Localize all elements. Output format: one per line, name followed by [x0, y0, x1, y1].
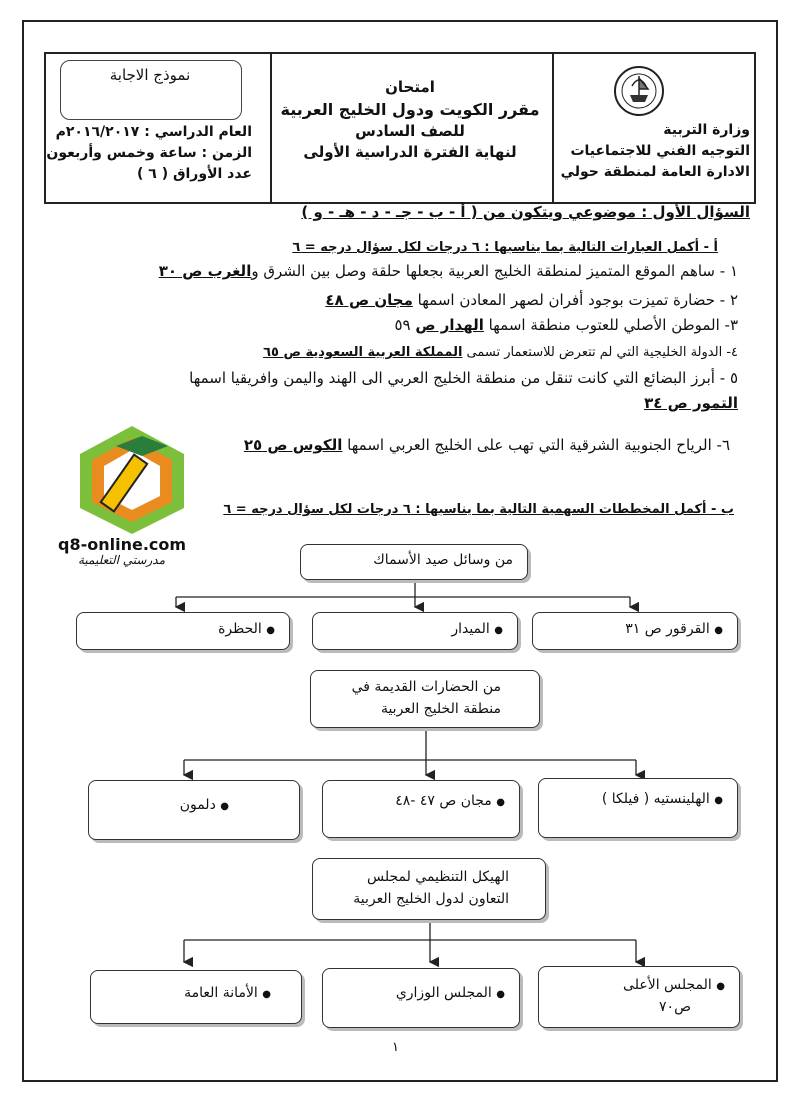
diagram-leaf-box: [322, 780, 520, 838]
diagram-root-box: [300, 544, 528, 580]
item-answer: مجان ص ٤٨: [325, 291, 413, 309]
bullet-icon: ●: [496, 797, 505, 808]
leaf-text: المجلس الوزاري: [395, 985, 492, 1001]
diagram-leaf-box: [312, 612, 518, 650]
school-year: العام الدراسي : ٢٠١٦/٢٠١٧م: [55, 124, 252, 140]
period-label: لنهاية الفترة الدراسية الأولى: [303, 143, 517, 161]
diagram-leaf-box: [76, 612, 290, 650]
site-url: q8-online.com: [58, 535, 187, 554]
course-title: مقرر الكويت ودول الخليج العربية: [280, 100, 540, 119]
leaf-text: الأمانة العامة: [184, 985, 258, 1001]
item-answer: الغرب ص ٣٠: [158, 262, 252, 280]
diagram-leaf-box: [532, 612, 738, 650]
bullet-icon: ●: [266, 625, 275, 636]
bullet-icon: ●: [220, 801, 229, 812]
leaf-text: القرقور ص ٣١: [625, 621, 710, 637]
diagram-root-text: من الحضارات القديمة في: [351, 679, 501, 695]
question-item-answer: التمور ص ٣٤: [644, 394, 738, 412]
site-tagline: مدرستي التعليمية: [78, 553, 165, 567]
diagram-leaf-box: [538, 778, 738, 838]
item-text: ١ - ساهم الموقع المتميز لمنطقة الخليج العربية بجعلها حلقة وصل بين الشرق و: [251, 262, 738, 280]
leaf-text: الهلينستيه ( فيلكا ): [601, 791, 710, 807]
bullet-icon: ●: [494, 625, 503, 636]
answer-model-label: نموذج الاجابة: [109, 66, 191, 84]
grade-label: للصف السادس: [355, 122, 465, 140]
bullet-icon: ●: [714, 795, 723, 806]
leaf-page-ref: ص٧٠: [659, 999, 691, 1015]
bullet-icon: ●: [262, 989, 271, 1000]
diagram-root-box: [312, 858, 546, 920]
item-answer: الهدار ص: [415, 316, 484, 334]
leaf-text: مجان ص ٤٧ -٤٨: [395, 793, 492, 809]
item-answer: المملكة العربية السعودية ص ٦٥: [263, 345, 463, 360]
item-text: ٤- الدولة الخليجية التي لم تتعرض للاستعمار تسمى: [466, 345, 738, 360]
diagram-leaf-box: [90, 970, 302, 1024]
item-text: ٢ - حضارة تميزت بوجود أفران لصهر المعادن اسمها: [417, 291, 738, 309]
diagram-leaf-box: [538, 966, 740, 1028]
leaf-text: المجلس الأعلى: [623, 977, 712, 993]
bullet-icon: ●: [716, 981, 725, 992]
ministry-label: وزارة التربية: [663, 122, 750, 138]
district-label: الادارة العامة لمنطقة حولي: [560, 164, 750, 180]
part-b-instructions: ب - أكمل المخططات السهمية التالية بما يناسبها : ٦ درجات لكل سؤال درجه = ٦: [223, 502, 734, 517]
leaf-text: دلمون: [179, 797, 216, 813]
diagram-root-text: الهيكل التنظيمي لمجلس: [366, 869, 509, 885]
diagram-leaf-box: [322, 968, 520, 1028]
diagram-root-text: من وسائل صيد الأسماك: [373, 552, 513, 568]
item-page: ٥٩: [394, 316, 411, 334]
question-one-title: السؤال الأول : موضوعي ويتكون من ( أ - ب - جـ - د - هـ - و ): [301, 203, 750, 221]
diagram-root-box: [310, 670, 540, 728]
page-number: ١: [392, 1040, 399, 1055]
diagram-root-text: منطقة الخليج العربية: [380, 701, 501, 717]
item-text: ٣- الموطن الأصلي للعتوب منطقة اسمها: [488, 316, 738, 334]
diagram-leaf-box: [88, 780, 300, 840]
leaf-text: الميدار: [451, 621, 490, 637]
part-a-instructions: أ - أكمل العبارات التالية بما يناسبها : ٦ درجات لكل سؤال درجه = ٦: [292, 240, 718, 255]
bullet-icon: ●: [496, 989, 505, 1000]
guidance-label: التوجيه الفني للاجتماعيات: [570, 143, 750, 159]
question-item-text: ٥ - أبرز البضائع التي كانت تنقل من منطقة الخليج العربي الى الهند واليمن وافريقيا اسمها: [189, 369, 738, 387]
diagram-root-text: التعاون لدول الخليج العربية: [353, 891, 509, 907]
page-count: عدد الأوراق ( ٦ ): [137, 166, 252, 182]
leaf-text: الحظرة: [218, 621, 262, 637]
item-answer: الكوس ص ٢٥: [243, 436, 343, 454]
exam-time: الزمن : ساعة وخمس وأربعون: [46, 145, 252, 161]
exam-label: امتحان: [385, 78, 435, 96]
item-text: ٦- الرياح الجنوبية الشرقية التي تهب على الخليج العربي اسمها: [347, 436, 730, 454]
bullet-icon: ●: [714, 625, 723, 636]
